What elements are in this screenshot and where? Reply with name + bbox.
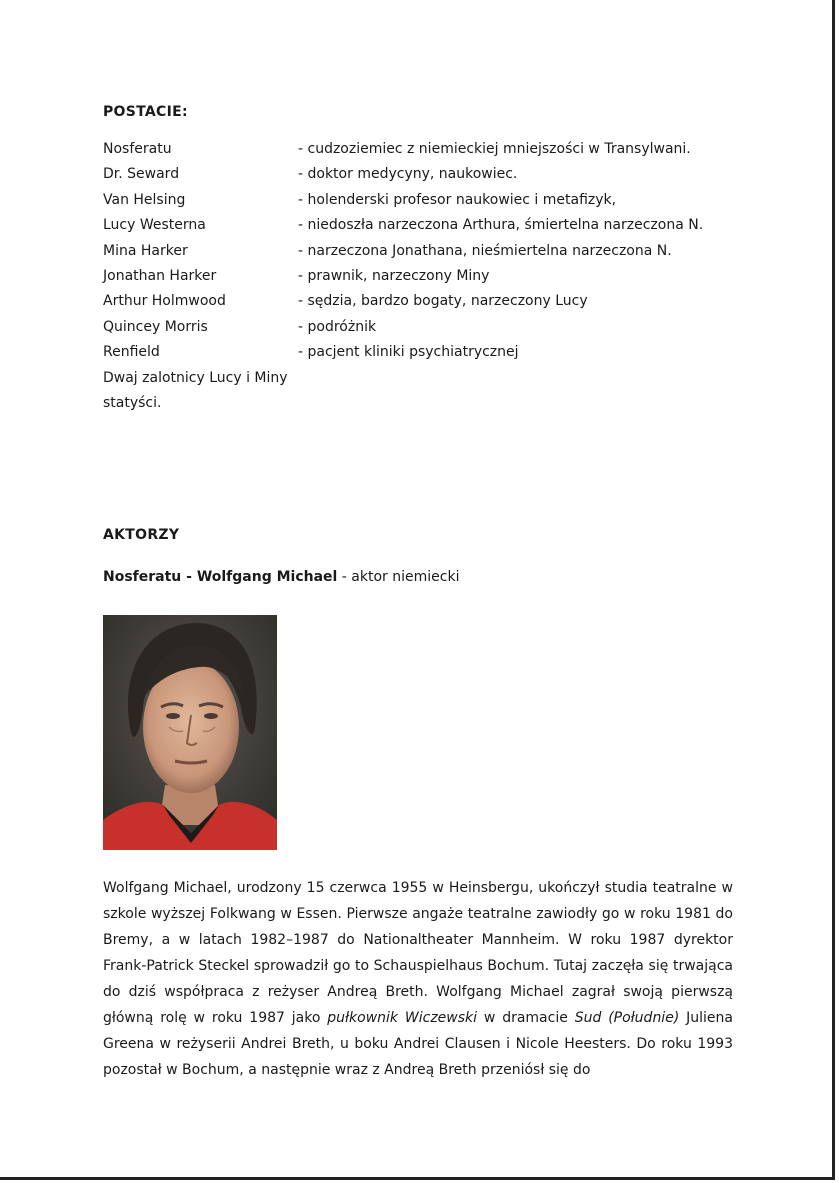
cast-name: Jonathan Harker [103,267,217,284]
cast-description: - narzeczona Jonathana, nieśmiertelna narzeczona N. [298,242,672,259]
cast-description: - doktor medycyny, naukowiec. [298,166,518,183]
cast-name: Mina Harker [103,242,188,259]
actor-role-name: Nosferatu - Wolfgang Michael [103,569,338,585]
bio-italic-title: Sud (Południe) [574,1010,680,1026]
cast-name: Renfield [103,344,160,361]
cast-description: - prawnik, narzeczony Miny [298,267,490,284]
actor-line [103,569,459,585]
bio-text-part-2: w dramacie [477,1010,575,1026]
cast-name: Dwaj zalotnicy Lucy i Miny [103,369,288,386]
cast-name: Lucy Westerna [103,217,206,234]
cast-name: Nosferatu [103,141,172,157]
cast-description: - pacjent kliniki psychiatrycznej [298,344,519,361]
actor-description: - aktor niemiecki [337,569,460,585]
cast-description: - cudzoziemiec z niemieckiej mniejszości w Transylwani. [298,141,691,157]
actor-portrait-photo [103,615,277,850]
cast-description: - holenderski profesor naukowiec i metafizyk, [298,191,617,208]
bio-italic-role: pułkownik Wiczewski [327,1010,478,1026]
cast-name: statyści. [103,394,162,411]
actors-heading: AKTORZY [103,527,180,543]
cast-heading: POSTACIE: [103,104,188,120]
cast-name: Dr. Seward [103,166,180,183]
biography-paragraph [103,875,733,1083]
cast-name: Quincey Morris [103,318,208,335]
cast-description: - podróżnik [298,318,377,335]
cast-description: - niedoszła narzeczona Arthura, śmiertelna narzeczona N. [298,217,704,234]
cast-name: Arthur Holmwood [103,293,226,310]
bio-text-part-1: Wolfgang Michael, urodzony 15 czerwca 1955 w Heinsbergu, ukończył studia teatralne w szkole wyższej Folkwang w Essen. Pierwsze angaże teatralne zawiodły go w roku 1981 do Bremy, a w latach 1982–1987 do Nationaltheater Mannheim. W roku 1987 dyrektor Frank-Patrick Steckel sprowadził go to Schauspielhaus Bochum. Tutaj zaczęła się trwająca do dziś współpraca z reżyser Andreą Breth. Wolfgang Michael zagrał swoją pierwszą główną rolę w roku 1987 jako [103,880,733,1026]
portrait-image [103,615,277,850]
bio-text-part-3: Juliena Greena w reżyserii Andrei Breth, u boku Andrei Clausen i Nicole Heesters. Do roku 1993 pozostał w Bochum, a następnie wraz z Andreą Breth przeniósł się do [103,1010,733,1078]
cast-description: - sędzia, bardzo bogaty, narzeczony Lucy [298,293,588,310]
cast-name: Van Helsing [103,191,186,208]
